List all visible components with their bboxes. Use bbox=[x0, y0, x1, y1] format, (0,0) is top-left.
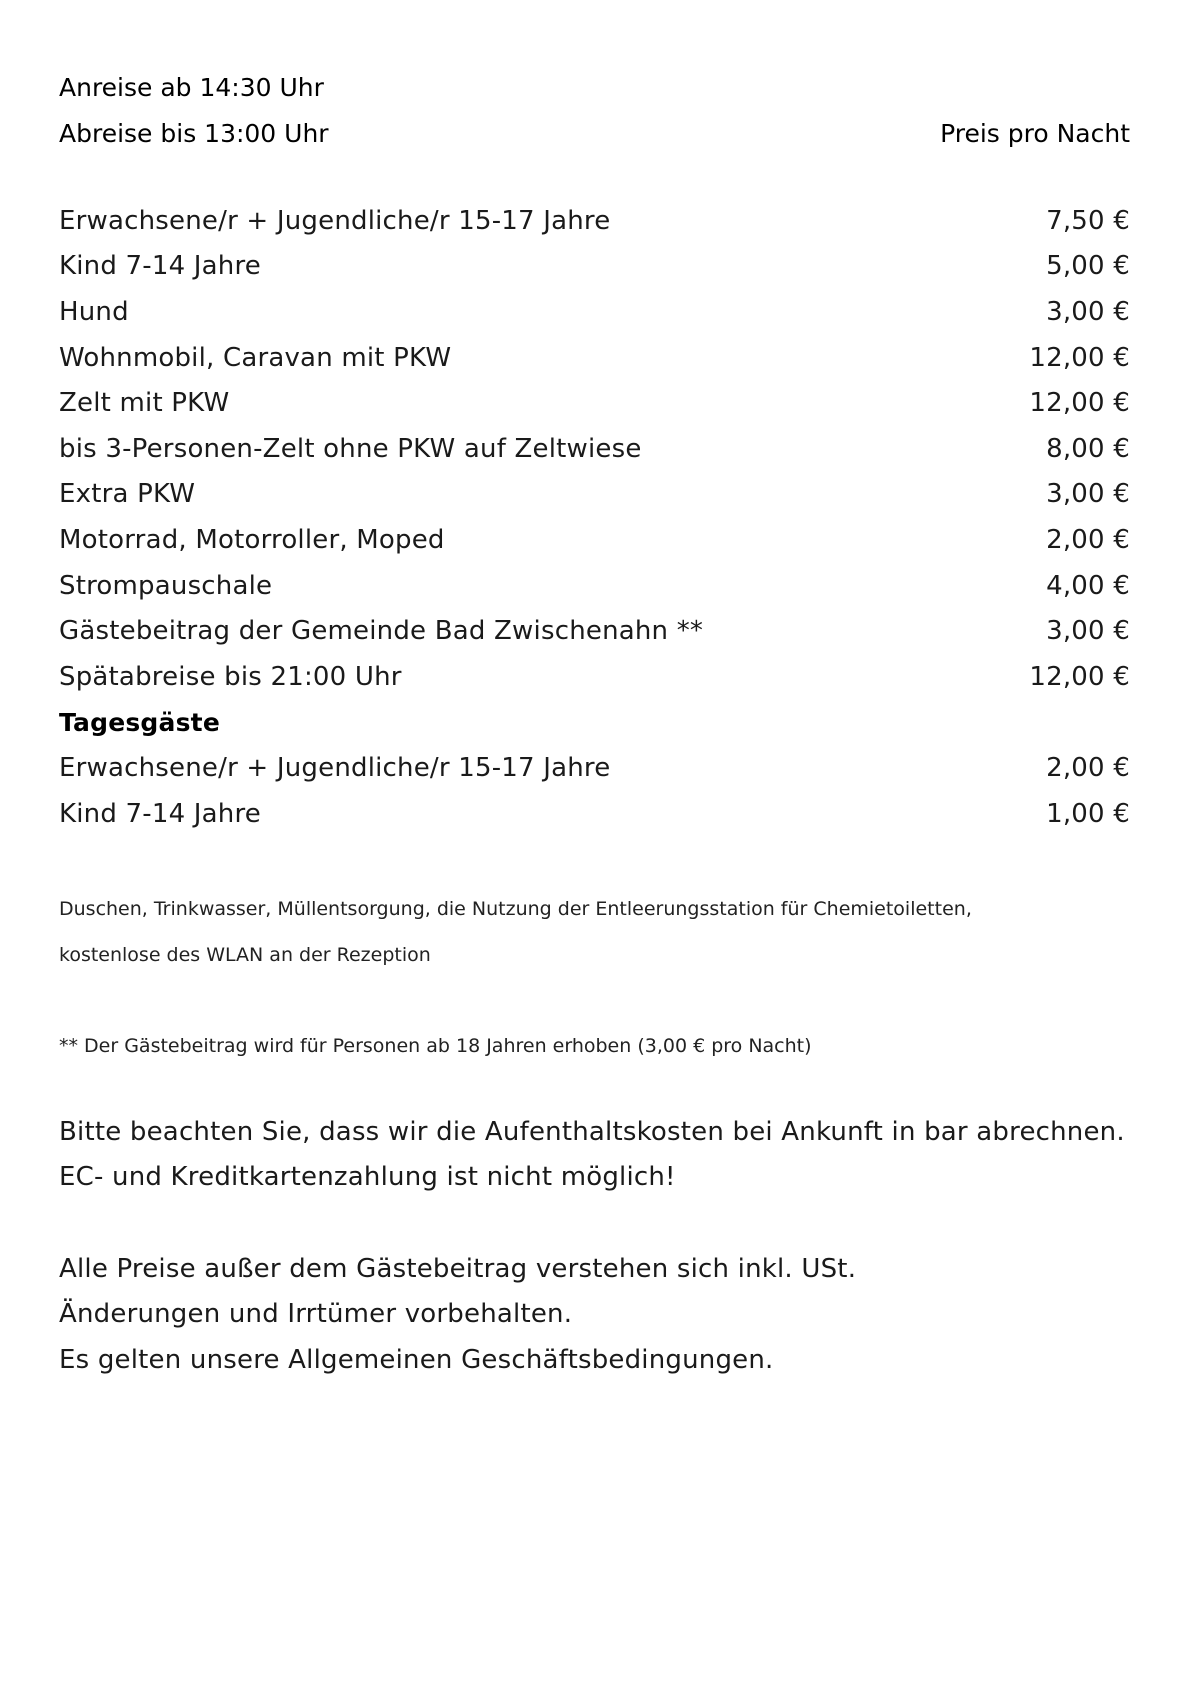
price-value: 5,00 € bbox=[1046, 251, 1130, 282]
price-row bbox=[59, 426, 1130, 472]
arrival-line bbox=[59, 64, 1130, 110]
included-line-2: kostenlose des WLAN an der Rezeption bbox=[59, 944, 431, 966]
price-label: Motorrad, Motorroller, Moped bbox=[59, 524, 445, 555]
price-row bbox=[59, 472, 1130, 518]
price-row bbox=[59, 289, 1130, 335]
price-value: 1,00 € bbox=[1046, 798, 1130, 829]
price-value: 3,00 € bbox=[1046, 296, 1130, 327]
header bbox=[59, 64, 1130, 156]
price-table bbox=[59, 198, 1130, 836]
price-value: 12,00 € bbox=[1029, 342, 1130, 373]
vat-note: Alle Preise außer dem Gästebeitrag verstehen sich inkl. USt. bbox=[59, 1253, 857, 1284]
price-row bbox=[59, 791, 1130, 837]
price-row bbox=[59, 335, 1130, 381]
price-label: Kind 7-14 Jahre bbox=[59, 251, 261, 282]
price-value: 2,00 € bbox=[1046, 752, 1130, 783]
price-label: Erwachsene/r + Jugendliche/r 15-17 Jahre bbox=[59, 752, 611, 783]
payment-note-1: Bitte beachten Sie, dass wir die Aufenthaltskosten bei Ankunft in bar abrechnen. bbox=[59, 1116, 1125, 1147]
price-label: Erwachsene/r + Jugendliche/r 15-17 Jahre bbox=[59, 205, 611, 236]
arrival-time: Anreise ab 14:30 Uhr bbox=[59, 72, 324, 102]
price-label: Wohnmobil, Caravan mit PKW bbox=[59, 342, 452, 373]
departure-line bbox=[59, 110, 1130, 156]
price-value: 12,00 € bbox=[1029, 388, 1130, 419]
price-column-heading: Preis pro Nacht bbox=[940, 118, 1130, 148]
price-row bbox=[59, 244, 1130, 290]
errors-note: Änderungen und Irrtümer vorbehalten. bbox=[59, 1299, 573, 1330]
price-row bbox=[59, 380, 1130, 426]
price-row bbox=[59, 654, 1130, 700]
price-row bbox=[59, 198, 1130, 244]
price-label: Extra PKW bbox=[59, 479, 196, 510]
price-value: 2,00 € bbox=[1046, 524, 1130, 555]
included-line-1: Duschen, Trinkwasser, Müllentsorgung, die Nutzung der Entleerungsstation für Chemietoiletten, bbox=[59, 898, 972, 920]
price-label: Kind 7-14 Jahre bbox=[59, 798, 261, 829]
price-row bbox=[59, 517, 1130, 563]
payment-note-2: EC- und Kreditkartenzahlung ist nicht möglich! bbox=[59, 1162, 676, 1193]
spacer bbox=[59, 1200, 1139, 1246]
day-guests-heading-row bbox=[59, 700, 1130, 746]
price-label: Spätabreise bis 21:00 Uhr bbox=[59, 661, 402, 692]
price-row bbox=[59, 745, 1130, 791]
day-guests-heading: Tagesgäste bbox=[59, 707, 220, 737]
price-value: 4,00 € bbox=[1046, 570, 1130, 601]
departure-time: Abreise bis 13:00 Uhr bbox=[59, 118, 329, 148]
price-value: 8,00 € bbox=[1046, 433, 1130, 464]
price-row bbox=[59, 563, 1130, 609]
price-value: 3,00 € bbox=[1046, 616, 1130, 647]
price-value: 3,00 € bbox=[1046, 479, 1130, 510]
payment-notice bbox=[59, 1109, 1139, 1383]
price-value: 12,00 € bbox=[1029, 661, 1130, 692]
included-services bbox=[59, 886, 1130, 978]
price-label: Hund bbox=[59, 296, 129, 327]
terms-note: Es gelten unsere Allgemeinen Geschäftsbedingungen. bbox=[59, 1344, 774, 1375]
price-label: Strompauschale bbox=[59, 570, 273, 601]
price-label: bis 3-Personen-Zelt ohne PKW auf Zeltwiese bbox=[59, 433, 642, 464]
price-row bbox=[59, 608, 1130, 654]
price-label: Zelt mit PKW bbox=[59, 388, 230, 419]
price-label: Gästebeitrag der Gemeinde Bad Zwischenahn ** bbox=[59, 616, 704, 647]
price-value: 7,50 € bbox=[1046, 205, 1130, 236]
footnote: ** Der Gästebeitrag wird für Personen ab 18 Jahren erhoben (3,00 € pro Nacht) bbox=[59, 1035, 812, 1057]
